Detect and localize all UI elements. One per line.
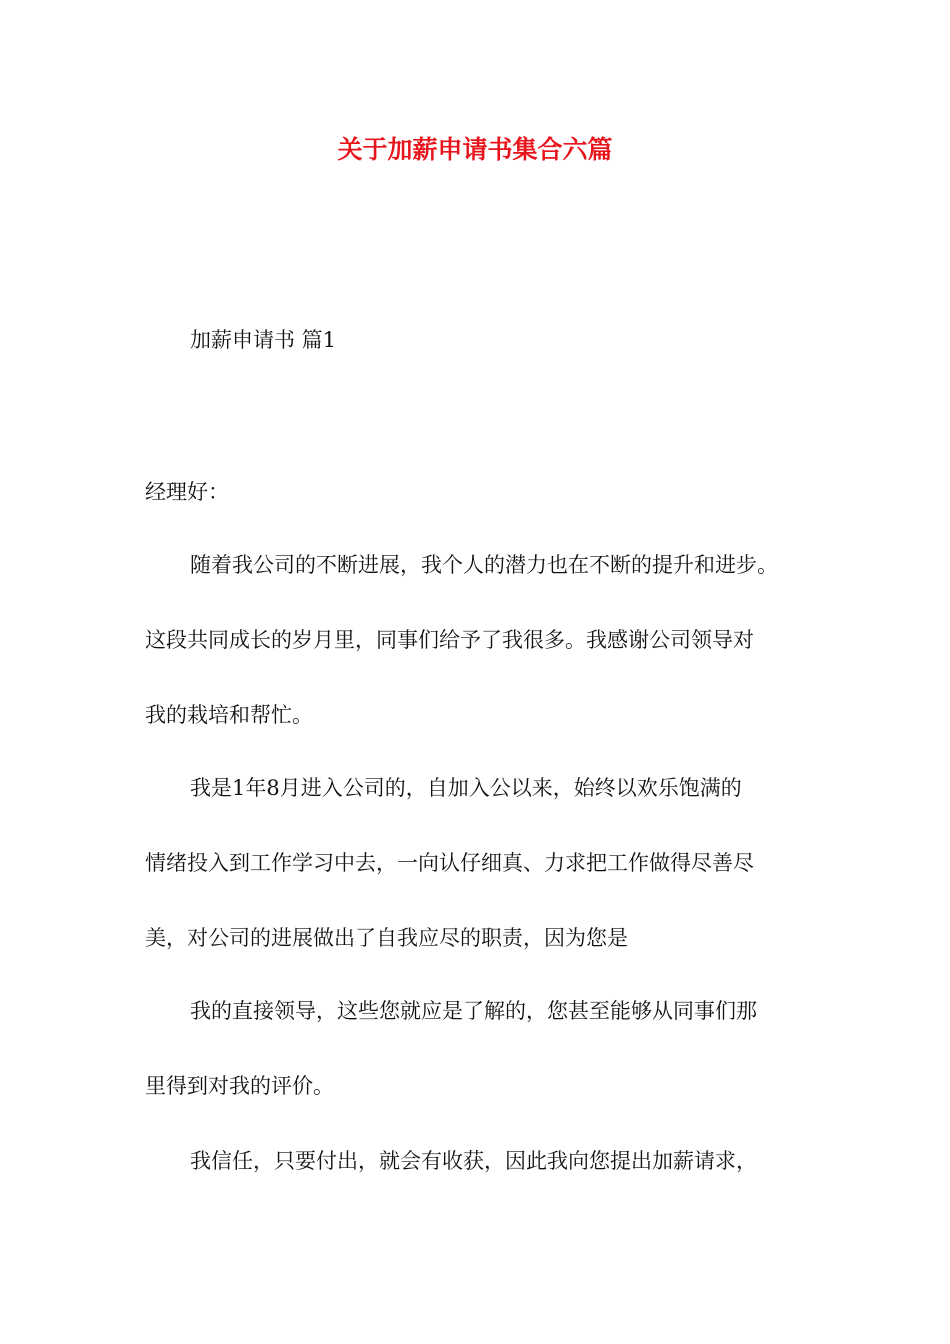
paragraph-line: 美，对公司的进展做出了自我应尽的职责，因为您是 — [145, 926, 628, 950]
greeting: 经理好： — [145, 480, 229, 504]
paragraph-line: 我的栽培和帮忙。 — [145, 703, 313, 727]
paragraph-line: 随着我公司的不断进展，我个人的潜力也在不断的提升和进步。 — [190, 553, 778, 577]
paragraph-line: 这段共同成长的岁月里，同事们给予了我很多。我感谢公司领导对 — [145, 628, 754, 652]
section-heading: 加薪申请书 篇1 — [190, 328, 337, 352]
paragraph-line: 情绪投入到工作学习中去，一向认仔细真、力求把工作做得尽善尽 — [145, 851, 754, 875]
paragraph-line: 我信任，只要付出，就会有收获，因此我向您提出加薪请求， — [190, 1149, 757, 1173]
document-title: 关于加薪申请书集合六篇 — [337, 135, 613, 164]
paragraph-line: 我的直接领导，这些您就应是了解的，您甚至能够从同事们那 — [190, 999, 757, 1023]
paragraph-line: 里得到对我的评价。 — [145, 1074, 334, 1098]
paragraph-line: 我是1年8月进入公司的，自加入公以来，始终以欢乐饱满的 — [190, 776, 742, 800]
